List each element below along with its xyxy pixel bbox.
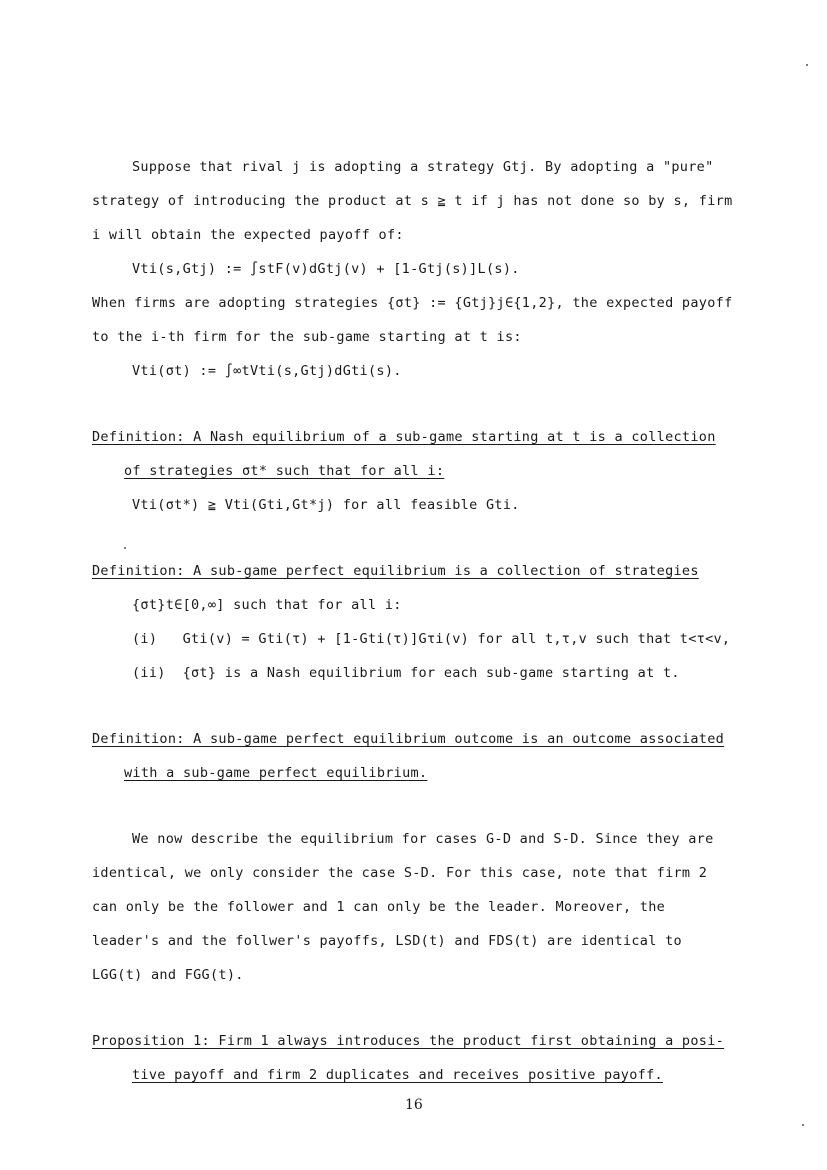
paragraph-line: LGG(t) and FGG(t). [92,967,244,983]
equation-payoff: Vti(s,Gtj) := ∫stF(v)dGtj(v) + [1-Gtj(s)]L(s). [132,261,520,277]
condition-i: (i) Gti(v) = Gti(τ) + [1-Gti(τ)]Gτi(v) for all t,τ,v such that t<τ<v, [132,631,731,647]
definition-nash-line: of strategies σt* such that for all i: [124,463,445,479]
paragraph-line: leader's and the follwer's payoffs, LSD(t) and FDS(t) are identical to [92,933,682,949]
condition-ii: (ii) {σt} is a Nash equilibrium for each sub-game starting at t. [132,665,680,681]
page-number: 16 [405,1097,423,1113]
paragraph-line: to the i-th firm for the sub-game starting at t is: [92,329,522,345]
proposition-line: tive payoff and firm 2 duplicates and receives positive payoff. [132,1067,663,1083]
equation-nash-condition: Vti(σt*) ≧ Vti(Gti,Gt*j) for all feasible Gti. [132,497,520,513]
paragraph-line: can only be the follower and 1 can only be the leader. Moreover, the [92,899,666,915]
scan-speck [806,64,808,66]
paragraph-line: i will obtain the expected payoff of: [92,227,404,243]
definition-subgame-heading: Definition: A sub-game perfect equilibrium is a collection of strategies [92,563,699,579]
scan-speck [124,547,126,549]
definition-subgame-line: {σt}t∈[0,∞] such that for all i: [132,597,402,613]
paragraph-line: We now describe the equilibrium for cases G-D and S-D. Since they are [132,831,714,847]
paragraph-line: When firms are adopting strategies {σt} := {Gtj}j∈{1,2}, the expected payoff [92,295,733,311]
paragraph-line: Suppose that rival j is adopting a strategy Gtj. By adopting a "pure" [132,159,714,175]
definition-outcome-heading: Definition: A sub-game perfect equilibrium outcome is an outcome associated [92,731,725,747]
definition-outcome-line: with a sub-game perfect equilibrium. [124,765,428,781]
paragraph-line: identical, we only consider the case S-D. For this case, note that firm 2 [92,865,708,881]
scan-speck [802,1124,804,1126]
equation-expected-payoff: Vti(σt) := ∫∞tVti(s,Gtj)dGti(s). [132,363,402,379]
proposition-heading: Proposition 1: Firm 1 always introduces the product first obtaining a posi- [92,1033,725,1049]
paragraph-line: strategy of introducing the product at s ≧ t if j has not done so by s, firm [92,193,733,209]
definition-nash-heading: Definition: A Nash equilibrium of a sub-game starting at t is a collection [92,429,716,445]
